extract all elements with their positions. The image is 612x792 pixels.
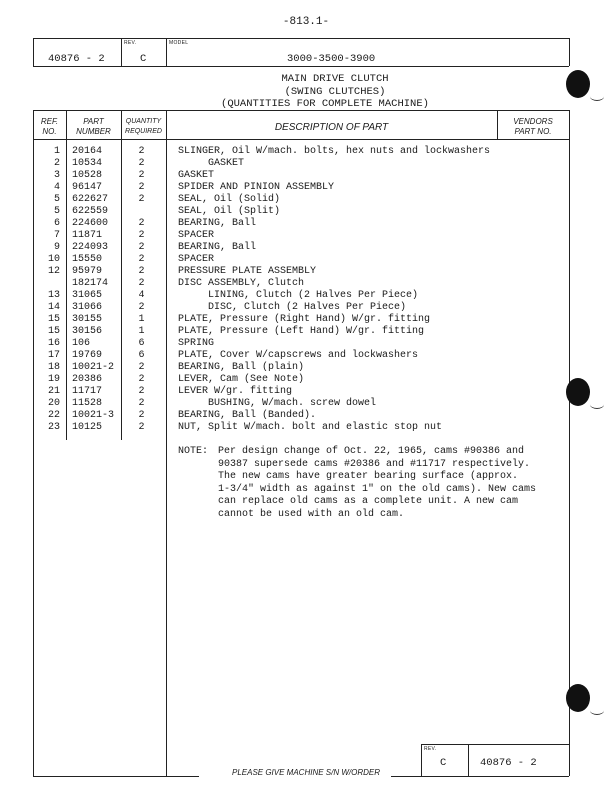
row-ref-number: 22 (47, 410, 60, 421)
row-part-number: 20386 (72, 374, 103, 385)
footer-instruction: PLEASE GIVE MACHINE S/N W/ORDER (231, 768, 381, 777)
row-description: SPACER (178, 230, 215, 241)
row-description: SLINGER, Oil W/mach. bolts, hex nuts and lockwashers (178, 146, 491, 157)
note-line: The new cams have greater bearing surface (approx. (218, 471, 519, 482)
row-part-number: 10534 (72, 158, 103, 169)
row-quantity: 1 (138, 314, 145, 325)
table-row (0, 254, 612, 266)
table-row (0, 158, 612, 170)
table-row (0, 278, 612, 290)
row-description: SEAL, Oil (Split) (178, 206, 281, 217)
table-row (0, 290, 612, 302)
note-line: Per design change of Oct. 22, 1965, cams #90386 and (218, 446, 525, 457)
table-row (0, 386, 612, 398)
row-ref-number: 7 (53, 230, 60, 241)
row-description: BEARING, Ball (178, 242, 257, 253)
model-numbers: 3000-3500-3900 (287, 53, 376, 65)
row-part-number: 11871 (72, 230, 103, 241)
table-row (0, 182, 612, 194)
row-ref-number: 23 (47, 422, 60, 433)
note-line: 1-3/4" width as against 1" on the old cams). New cams (218, 483, 537, 495)
row-part-number: 10021-2 (72, 362, 115, 373)
row-part-number: 11717 (72, 386, 103, 397)
row-ref-number: 18 (47, 362, 60, 373)
row-description: BEARING, Ball (178, 218, 257, 229)
binder-hole (566, 684, 590, 712)
row-description: PRESSURE PLATE ASSEMBLY (178, 266, 317, 277)
row-description: LINING, Clutch (2 Halves Per Piece) (178, 290, 419, 301)
row-quantity: 2 (138, 398, 145, 409)
row-quantity: 6 (138, 338, 145, 349)
row-ref-number: 13 (47, 290, 60, 301)
row-description: PLATE, Pressure (Left Hand) W/gr. fitting (178, 326, 425, 337)
title-line-3: (QUANTITIES FOR COMPLETE MACHINE) (221, 98, 429, 110)
table-row (0, 422, 612, 434)
row-description: PLATE, Pressure (Right Hand) W/gr. fitting (178, 314, 431, 325)
row-ref-number: 15 (47, 314, 60, 325)
row-ref-number: 5 (53, 206, 60, 217)
row-description: DISC, Clutch (2 Halves Per Piece) (178, 302, 407, 313)
note-line: can replace old cams as a complete unit. A new cam (218, 496, 519, 507)
row-quantity: 2 (138, 158, 145, 169)
note-line: cannot be used with an old cam. (218, 508, 405, 520)
row-part-number: 10021-3 (72, 410, 115, 421)
row-part-number: 30156 (72, 326, 103, 337)
row-quantity: 6 (138, 350, 145, 361)
row-ref-number: 19 (47, 374, 60, 385)
table-row (0, 230, 612, 242)
row-quantity: 2 (138, 218, 145, 229)
table-row (0, 350, 612, 362)
row-part-number: 10125 (72, 422, 103, 433)
table-row (0, 326, 612, 338)
row-quantity: 2 (138, 374, 145, 385)
table-row (0, 314, 612, 326)
row-ref-number: 4 (53, 182, 60, 193)
row-ref-number: 9 (53, 242, 60, 253)
row-description: GASKET (178, 170, 215, 181)
row-quantity: 2 (138, 278, 145, 289)
footer-doc-number: 40876 - 2 (480, 757, 537, 769)
binder-curl (590, 400, 604, 409)
row-description: BEARING, Ball (Banded). (178, 410, 317, 421)
table-row (0, 302, 612, 314)
row-description: NUT, Split W/mach. bolt and elastic stop nut (178, 422, 443, 433)
binder-hole (566, 70, 590, 98)
footer-rev-label: REV. (424, 746, 437, 752)
row-quantity: 2 (138, 386, 145, 397)
row-ref-number: 20 (47, 398, 60, 409)
row-quantity: 2 (138, 362, 145, 373)
row-quantity: 2 (138, 242, 145, 253)
note-label: NOTE: (178, 446, 209, 457)
row-part-number: 622627 (72, 194, 109, 205)
page-number: -813.1- (282, 16, 330, 28)
row-part-number: 19769 (72, 350, 103, 361)
row-ref-number: 21 (47, 386, 60, 397)
row-quantity: 2 (138, 170, 145, 181)
row-description: LEVER W/gr. fitting (178, 386, 293, 397)
note-line: 90387 supersede cams #20386 and #11717 respectively. (218, 458, 531, 470)
table-row (0, 218, 612, 230)
row-part-number: 30155 (72, 314, 103, 325)
row-description: SEAL, Oil (Solid) (178, 194, 281, 205)
model-label: MODEL (169, 40, 189, 46)
binder-hole (566, 378, 590, 406)
row-ref-number: 6 (53, 218, 60, 229)
row-ref-number: 12 (47, 266, 60, 277)
row-part-number: 622559 (72, 206, 109, 217)
table-row (0, 338, 612, 350)
row-ref-number: 15 (47, 326, 60, 337)
table-row (0, 362, 612, 374)
row-description: LEVER, Cam (See Note) (178, 374, 305, 385)
row-part-number: 224600 (72, 218, 109, 229)
row-description: BUSHING, W/mach. screw dowel (178, 398, 377, 409)
row-ref-number: 3 (53, 170, 60, 181)
row-part-number: 31066 (72, 302, 103, 313)
row-part-number: 10528 (72, 170, 103, 181)
row-description: GASKET (178, 158, 245, 169)
col-header-qty: QUANTITY REQUIRED (125, 118, 162, 135)
row-part-number: 15550 (72, 254, 103, 265)
row-quantity: 2 (138, 146, 145, 157)
row-quantity: 2 (138, 410, 145, 421)
row-quantity: 2 (138, 422, 145, 433)
row-description: PLATE, Cover W/capscrews and lockwashers (178, 350, 419, 361)
row-description: SPACER (178, 254, 215, 265)
table-row (0, 374, 612, 386)
doc-number: 40876 - 2 (48, 53, 105, 65)
col-header-description: DESCRIPTION OF PART (274, 122, 389, 133)
table-row (0, 194, 612, 206)
binder-curl (590, 706, 604, 715)
row-description: SPRING (178, 338, 215, 349)
row-part-number: 182174 (72, 278, 109, 289)
row-part-number: 96147 (72, 182, 103, 193)
row-ref-number: 17 (47, 350, 60, 361)
row-description: BEARING, Ball (plain) (178, 362, 305, 373)
col-header-part: PART NUMBER (76, 117, 111, 136)
revision: C (140, 53, 147, 65)
title-line-1: MAIN DRIVE CLUTCH (281, 73, 389, 85)
note-text (218, 446, 558, 521)
row-ref-number: 2 (53, 158, 60, 169)
row-part-number: 11528 (72, 398, 103, 409)
row-quantity: 2 (138, 302, 145, 313)
table-row (0, 146, 612, 158)
title-line-2: (SWING CLUTCHES) (284, 86, 386, 98)
table-row (0, 206, 612, 218)
footer-revision: C (440, 757, 447, 769)
row-ref-number: 10 (47, 254, 60, 265)
binder-curl (590, 92, 604, 101)
row-part-number: 31065 (72, 290, 103, 301)
row-ref-number: 14 (47, 302, 60, 313)
row-quantity: 2 (138, 182, 145, 193)
rev-label: REV. (124, 40, 137, 46)
row-ref-number: 5 (53, 194, 60, 205)
table-row (0, 266, 612, 278)
table-row (0, 242, 612, 254)
row-quantity: 2 (138, 230, 145, 241)
row-part-number: 224093 (72, 242, 109, 253)
row-description: SPIDER AND PINION ASSEMBLY (178, 182, 335, 193)
table-row (0, 398, 612, 410)
row-part-number: 106 (72, 338, 91, 349)
row-quantity: 2 (138, 194, 145, 205)
row-quantity: 4 (138, 290, 145, 301)
row-ref-number: 1 (53, 146, 60, 157)
row-description: DISC ASSEMBLY, Clutch (178, 278, 305, 289)
table-row (0, 410, 612, 422)
row-ref-number: 16 (47, 338, 60, 349)
row-quantity: 2 (138, 254, 145, 265)
row-part-number: 95979 (72, 266, 103, 277)
col-header-vendors: VENDORS PART NO. (513, 117, 553, 136)
table-row (0, 170, 612, 182)
row-quantity: 1 (138, 326, 145, 337)
row-part-number: 20164 (72, 146, 103, 157)
row-quantity: 2 (138, 266, 145, 277)
col-header-ref: REF. NO. (40, 117, 59, 136)
